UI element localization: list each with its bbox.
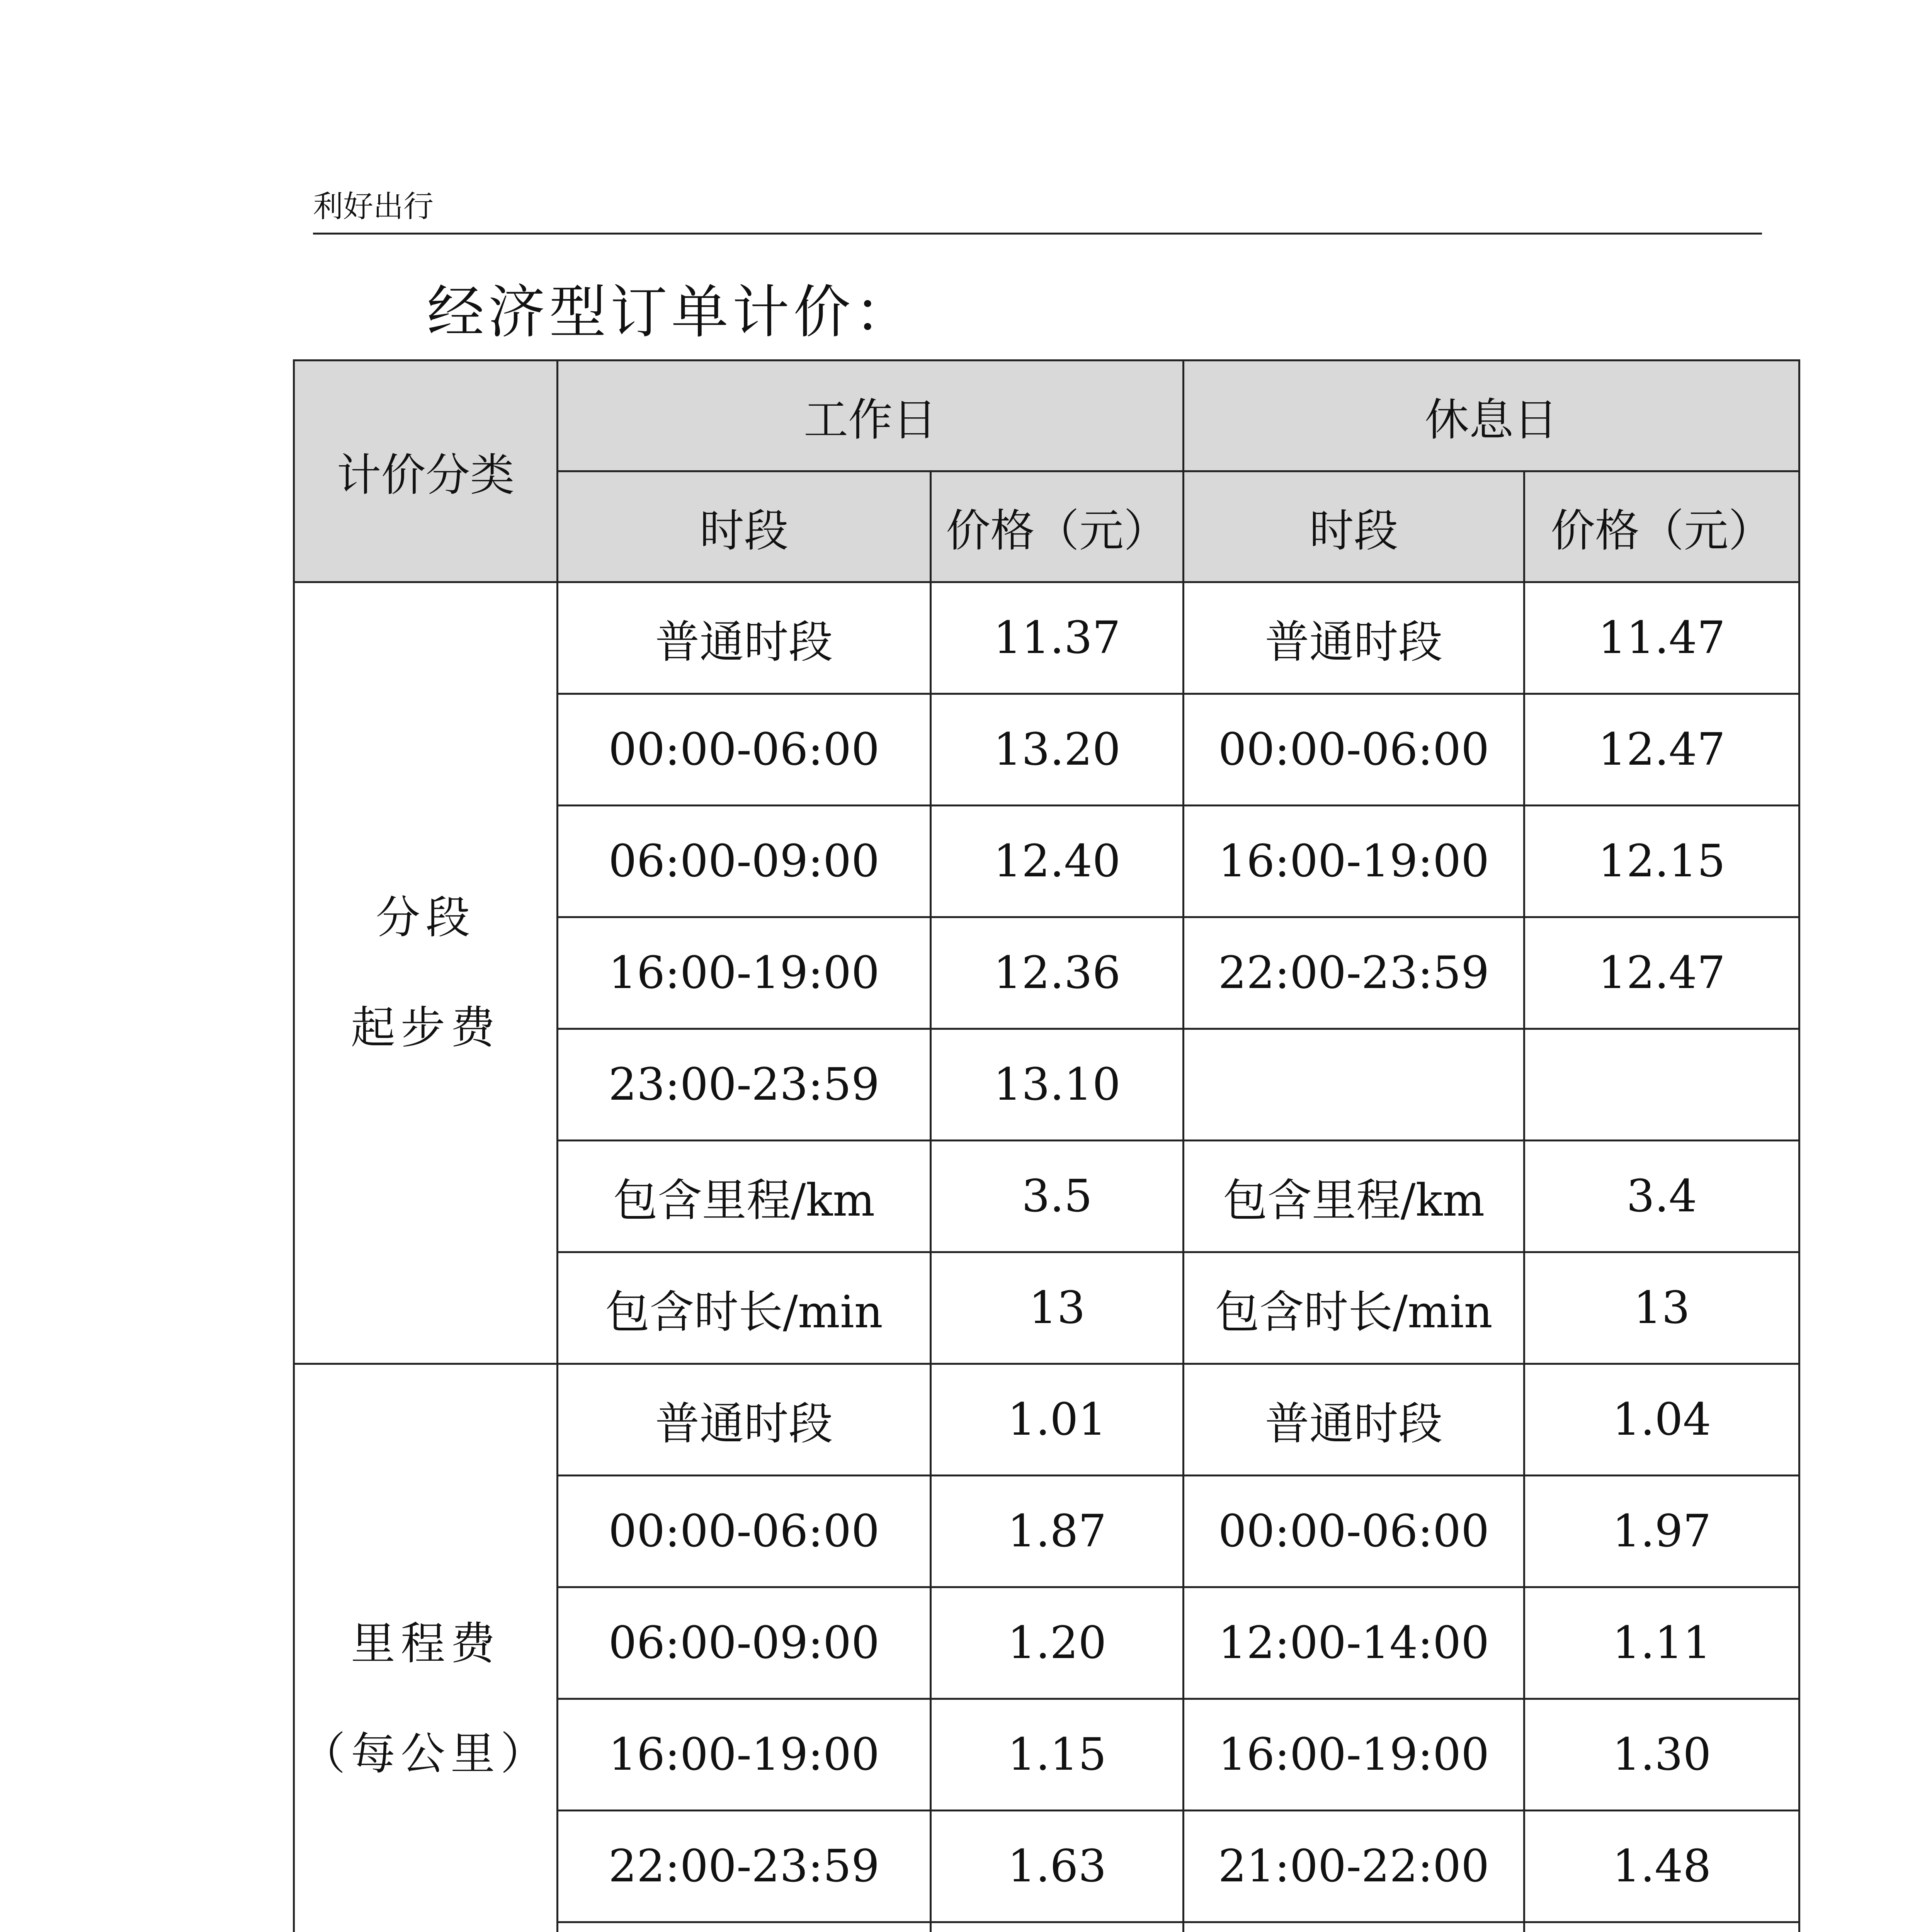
- cell-holiday-period: 普通时段: [1184, 1364, 1524, 1476]
- header-brand: 利好出行: [313, 189, 434, 224]
- cell-workday-price: 1.01: [931, 1364, 1184, 1476]
- header-divider: [313, 233, 1762, 235]
- cell-holiday-period: 12:00-14:00: [1184, 1587, 1524, 1699]
- cell-holiday-price: 12.47: [1524, 694, 1799, 806]
- category-cell: [294, 582, 558, 1364]
- cell-holiday-price: 1.48: [1524, 1811, 1799, 1922]
- cell-holiday-price: 1.04: [1524, 1364, 1799, 1476]
- cell-holiday-period: [1184, 1029, 1524, 1141]
- cell-workday-price: 11.37: [931, 582, 1184, 694]
- cell-holiday-price: 1.97: [1524, 1476, 1799, 1587]
- category-label: 起步费: [350, 1002, 500, 1054]
- cell-workday-price: 3.5: [931, 1141, 1184, 1252]
- cell-holiday-period: 21:00-22:00: [1184, 1811, 1524, 1922]
- table-row: [294, 582, 1799, 694]
- table-row: [294, 1364, 1799, 1476]
- header-holiday-period: 时段: [1184, 471, 1524, 582]
- cell-holiday-price: [1524, 1029, 1799, 1141]
- header-holiday: 休息日: [1184, 361, 1799, 471]
- cell-workday-period: 00:00-06:00: [558, 1476, 931, 1587]
- cell-workday-price: 1.15: [931, 1699, 1184, 1811]
- category-label: 分段: [376, 892, 476, 944]
- cell-workday-period: 普通时段: [558, 582, 931, 694]
- cell-workday-price: 1.63: [931, 1811, 1184, 1922]
- cell-workday-period: 06:00-09:00: [558, 806, 931, 917]
- cell-workday-price: 1.20: [931, 1587, 1184, 1699]
- cell-holiday-period: 普通时段: [1184, 582, 1524, 694]
- cell-workday-period: 23:00-23:59: [558, 1029, 931, 1141]
- category-cell: [294, 1364, 558, 1932]
- cell-workday-period: 包含时长/min: [558, 1252, 931, 1364]
- cell-workday-period: 16:00-19:00: [558, 1699, 931, 1811]
- cell-holiday-period: 00:00-06:00: [1184, 1476, 1524, 1587]
- header-workday-price: 价格（元）: [931, 471, 1184, 582]
- cell-workday-price: 13.20: [931, 694, 1184, 806]
- cell-holiday-price: [1524, 1922, 1799, 1932]
- header-workday: 工作日: [558, 361, 1184, 471]
- header-category: 计价分类: [294, 361, 558, 582]
- cell-workday-price: 1.87: [931, 1476, 1184, 1587]
- cell-holiday-period: 22:00-23:59: [1184, 917, 1524, 1029]
- cell-workday-price: 13: [931, 1252, 1184, 1364]
- category-label: （每公里）: [301, 1728, 550, 1780]
- cell-holiday-price: 12.47: [1524, 917, 1799, 1029]
- cell-workday-period: [558, 1922, 931, 1932]
- cell-holiday-period: 16:00-19:00: [1184, 1699, 1524, 1811]
- header-holiday-price: 价格（元）: [1524, 471, 1799, 582]
- cell-workday-price: 12.40: [931, 806, 1184, 917]
- page-title: 经济型订单计价：: [427, 279, 915, 345]
- cell-workday-price: [931, 1922, 1184, 1932]
- cell-holiday-price: 12.15: [1524, 806, 1799, 917]
- category-label: 里程费: [350, 1617, 500, 1670]
- cell-workday-period: 00:00-06:00: [558, 694, 931, 806]
- cell-holiday-period: 00:00-06:00: [1184, 694, 1524, 806]
- cell-holiday-price: 1.30: [1524, 1699, 1799, 1811]
- cell-holiday-period: 16:00-19:00: [1184, 806, 1524, 917]
- cell-holiday-price: 1.11: [1524, 1587, 1799, 1699]
- cell-holiday-period: 包含时长/min: [1184, 1252, 1524, 1364]
- cell-workday-price: 13.10: [931, 1029, 1184, 1141]
- cell-holiday-period: [1184, 1922, 1524, 1932]
- cell-workday-period: 16:00-19:00: [558, 917, 931, 1029]
- cell-workday-period: 06:00-09:00: [558, 1587, 931, 1699]
- header-workday-period: 时段: [558, 471, 931, 582]
- pricing-table: [293, 359, 1800, 1932]
- cell-holiday-price: 3.4: [1524, 1141, 1799, 1252]
- pricing-table-body: [294, 582, 1799, 1932]
- cell-holiday-price: 13: [1524, 1252, 1799, 1364]
- cell-workday-price: 12.36: [931, 917, 1184, 1029]
- cell-holiday-price: 11.47: [1524, 582, 1799, 694]
- cell-workday-period: 包含里程/km: [558, 1141, 931, 1252]
- cell-workday-period: 22:00-23:59: [558, 1811, 931, 1922]
- cell-workday-period: 普通时段: [558, 1364, 931, 1476]
- cell-holiday-period: 包含里程/km: [1184, 1141, 1524, 1252]
